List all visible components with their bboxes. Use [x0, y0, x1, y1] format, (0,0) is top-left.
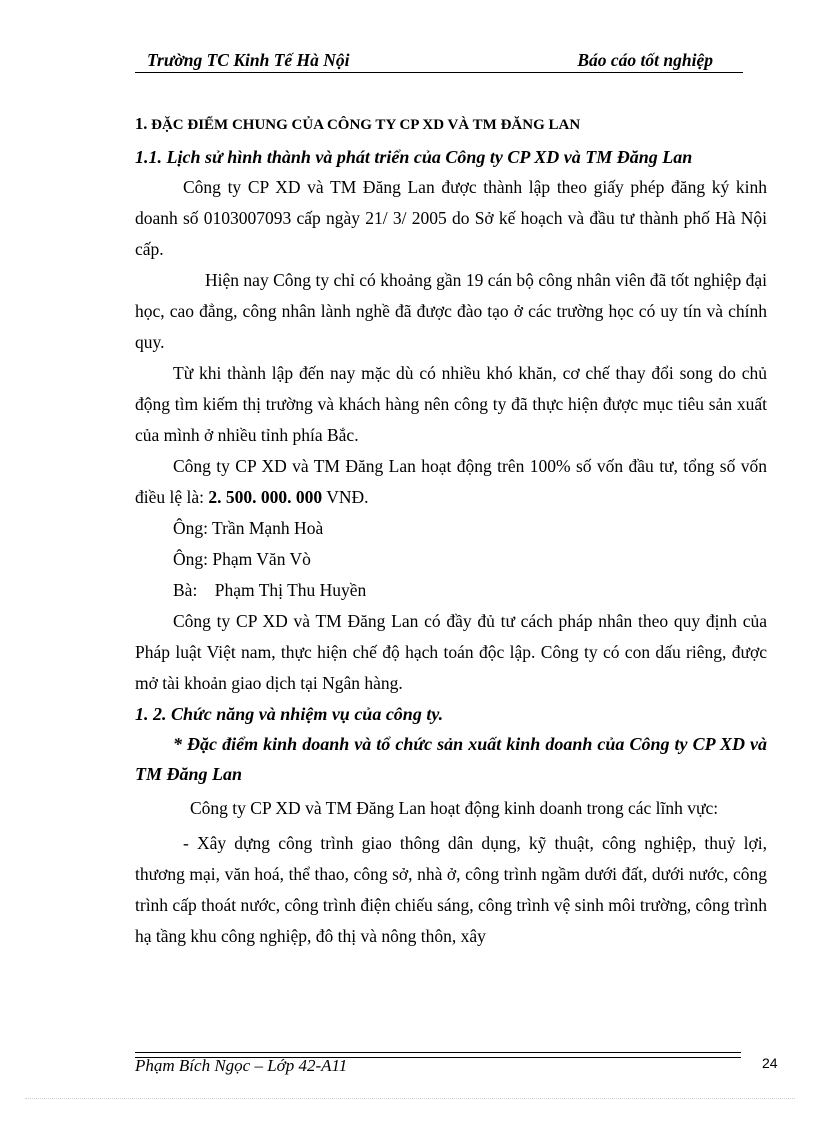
- section-1-2-heading: 1. 2. Chức năng và nhiệm vụ của công ty.: [135, 704, 444, 724]
- header-school: Trường TC Kinh Tế Hà Nội: [147, 50, 350, 70]
- capital-text: Công ty CP XD và TM Đăng Lan hoạt động trên 100% số vốn đầu tư, tổng số vốn điều lệ là:: [135, 456, 767, 507]
- member-3: Bà: Phạm Thị Thu Huyền: [173, 580, 367, 600]
- footer-author: Phạm Bích Ngọc – Lớp 42-A11: [135, 1056, 348, 1075]
- paragraph-founding: Công ty CP XD và TM Đăng Lan được thành lập theo giấy phép đăng ký kinh doanh số 0103007093 cấp ngày 21/ 3/ 2005 do Sở kế hoạch và đầu tư thành phố Hà Nội cấp.: [135, 177, 767, 259]
- page-number: 24: [762, 1055, 778, 1071]
- capital-amount: 2. 500. 000. 000: [208, 487, 323, 507]
- section-1-heading: [135, 112, 767, 136]
- paragraph-capital: [135, 451, 767, 513]
- page-header: [135, 48, 743, 73]
- page-content: [135, 112, 767, 952]
- member-1: Ông: Trần Mạnh Hoà: [173, 518, 324, 538]
- section-1-1-heading: 1.1. Lịch sử hình thành và phát triển của Công ty CP XD và TM Đăng Lan: [135, 147, 693, 167]
- paragraph-history: Từ khi thành lập đến nay mặc dù có nhiều khó khăn, cơ chế thay đổi song do chủ động tìm kiếm thị trường và khách hàng nên công ty đã thực hiện được mục tiêu sản xuất của mình ở nhiều tỉnh phía Bắc.: [135, 363, 767, 445]
- section-1-title: ĐẶC ĐIỂM CHUNG CỦA CÔNG TY CP XD VÀ TM ĐĂNG LAN: [151, 117, 581, 133]
- page-boundary-dots: [25, 1098, 795, 1099]
- paragraph-construction: - Xây dựng công trình giao thông dân dụng, kỹ thuật, công nghiệp, thuỷ lợi, thương mại, văn hoá, thể thao, công sở, nhà ở, công trình ngầm dưới đất, dưới nước, công trình cấp thoát nước, công trình điện chiếu sáng, công trình vệ sinh môi trường, công trình hạ tầng khu công nghiệp, đô thị và nông thôn, xây: [135, 833, 767, 946]
- section-1-number: 1.: [135, 114, 148, 133]
- capital-currency: VNĐ.: [322, 487, 369, 507]
- paragraph-legal-status: Công ty CP XD và TM Đăng Lan có đầy đủ tư cách pháp nhân theo quy định của Pháp luật Việt nam, thực hiện chế độ hạch toán độc lập. Công ty có con dấu riêng, được mở tài khoản giao dịch tại Ngân hàng.: [135, 611, 767, 693]
- paragraph-business-fields: Công ty CP XD và TM Đăng Lan hoạt động kinh doanh trong các lĩnh vực:: [190, 798, 719, 818]
- business-subheading: * Đặc điểm kinh doanh và tổ chức sản xuất kinh doanh của Công ty CP XD và TM Đăng Lan: [135, 734, 767, 784]
- member-2: Ông: Phạm Văn Vò: [173, 549, 311, 569]
- header-report-type: Báo cáo tốt nghiệp: [577, 50, 713, 70]
- paragraph-staff: Hiện nay Công ty chỉ có khoảng gần 19 cán bộ công nhân viên đã tốt nghiệp đại học, cao đẳng, công nhân lành nghề đã được đào tạo ở các trường học có uy tín và chính quy.: [135, 270, 767, 352]
